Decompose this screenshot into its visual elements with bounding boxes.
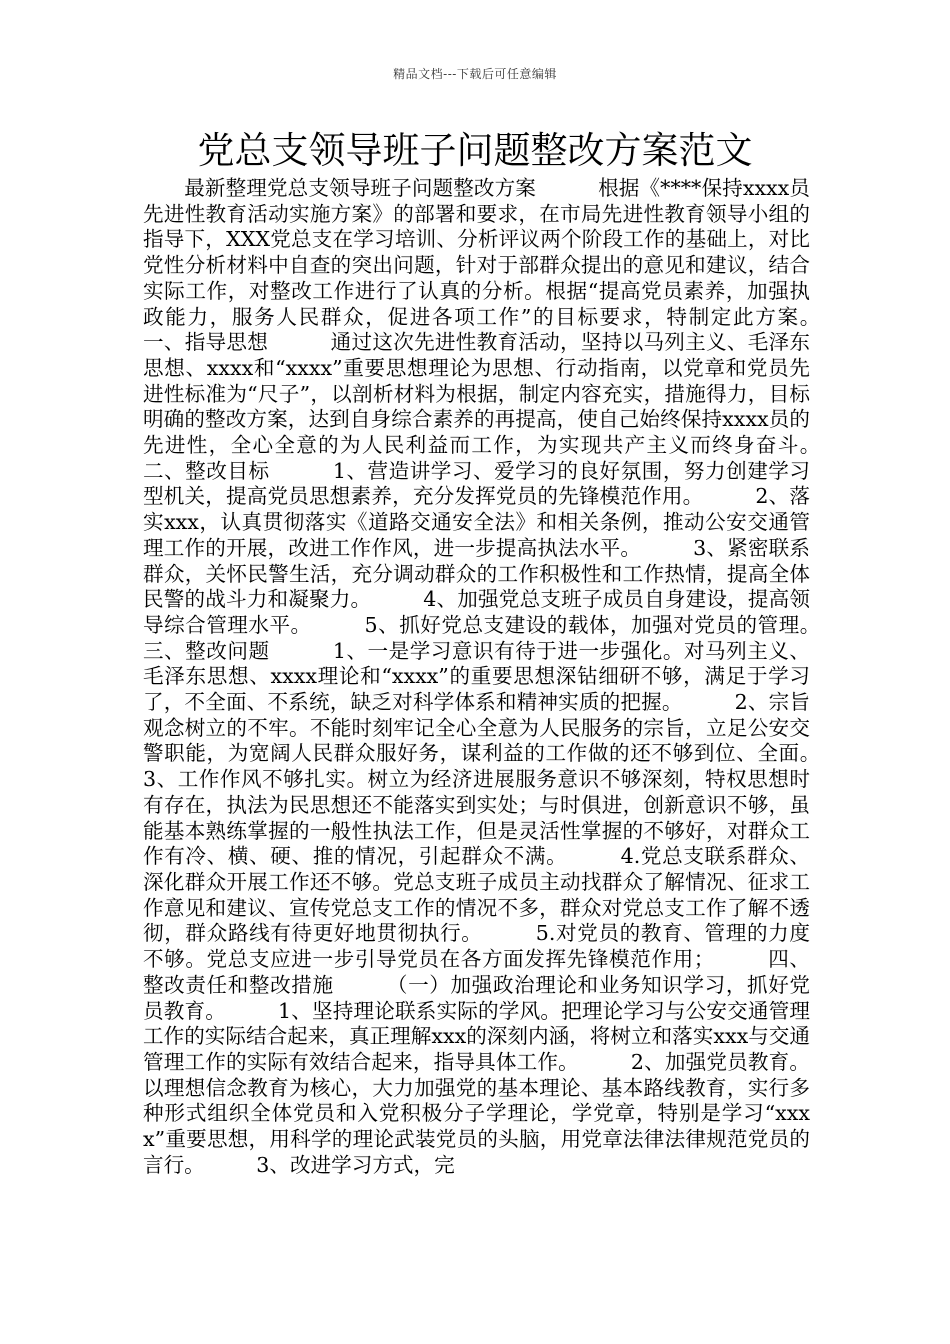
document-body: 最新整理党总支领导班子问题整改方案 根据《****保持xxxx员先进性教育活动实施方案》的部署和要求，在市局先进性教育领导小组的指导下，XXX党总支在学习培训、分析评议两个阶段工作的基础上，对比党性分析材料中自查的突出问题，针对于部群众提出的意见和建议，结合实际工作，对整改工作进行了认真的分析。根据“提高党员素养，加强执政能力，服务人民群众，促进各项工作”的目标要求，特制定此方案。 一、指导思想 通过这次先进性教育活动，坚持以马列主义、毛泽东思想、xxxx和“xxxx”重要思想理论为思想、行动指南，以党章和党员先进性标准为“尺子”，以剖析材料为根据，制定内容充实，措施得力，目标明确的整改方案，达到自身综合素养的再提高，使自己始终保持xxxx员的先进性，全心全意的为人民利益而工作，为实现共产主义而终身奋斗。 二、整改目标 1、营造讲学习、爱学习的良好氛围，努力创建学习型机关，提高党员思想素养，充分发挥党员的先锋模范作用。 2、落实xxx，认真贯彻落实《道路交通安全法》和相关条例，推动公安交通管理工作的开展，改进工作作风，进一步提高执法水平。 3、紧密联系群众，关怀民警生活，充分调动群众的工作积极性和工作热情，提高全体民警的战斗力和凝聚力。 4、加强党总支班子成员自身建设，提高领导综合管理水平。 5、抓好党总支建设的载体，加强对党员的管理。 三、整改问题 1、一是学习意识有待于进一步强化。对马列主义、毛泽东思想、xxxx理论和“xxxx”的重要思想深钻细研不够，满足于学习了，不全面、不系统，缺乏对科学体系和精神实质的把握。 2、宗旨观念树立的不牢。不能时刻牢记全心全意为人民服务的宗旨，立足公安交警职能，为宽阔人民群众服好务，谋利益的工作做的还不够到位、全面。 3、工作作风不够扎实。树立为经济进展服务意识不够深刻，特权思想时有存在，执法为民思想还不能落实到实处；与时俱进，创新意识不够，虽能基本熟练掌握的一般性执法工作，但是灵活性掌握的不够好，对群众工作有冷、横、硬、推的情况，引起群众不满。 4.党总支联系群众、深化群众开展工作还不够。党总支班子成员主动找群众了解情况、征求工作意见和建议、宣传党总支工作的情况不多，群众对党总支工作了解不透彻，群众路线有待更好地贯彻执行。 5.对党员的教育、管理的力度不够。党总支应进一步引导党员在各方面发挥先锋模范作用； 四、整改责任和整改措施 （一）加强政治理论和业务知识学习，抓好党员教育。 1、坚持理论联系实际的学风。把理论学习与公安交通管理工作的实际结合起来，真正理解xxx的深刻内涵，将树立和落实xxx与交通管理工作的实际有效结合起来，指导具体工作。 2、加强党员教育。以理想信念教育为核心，大力加强党的基本理论、基本路线教育，实行多种形式组织全体党员和入党积极分子学理论，学党章，特别是学习“xxxx”重要思想，用科学的理论武装党员的头脑，用党章法律法律规范党员的言行。 3、改进学习方式，完 [143, 176, 872, 1177]
document-title: 党总支领导班子问题整改方案范文 [197, 129, 753, 172]
page-header: 精品文档---下载后可任意编辑 [393, 67, 557, 81]
